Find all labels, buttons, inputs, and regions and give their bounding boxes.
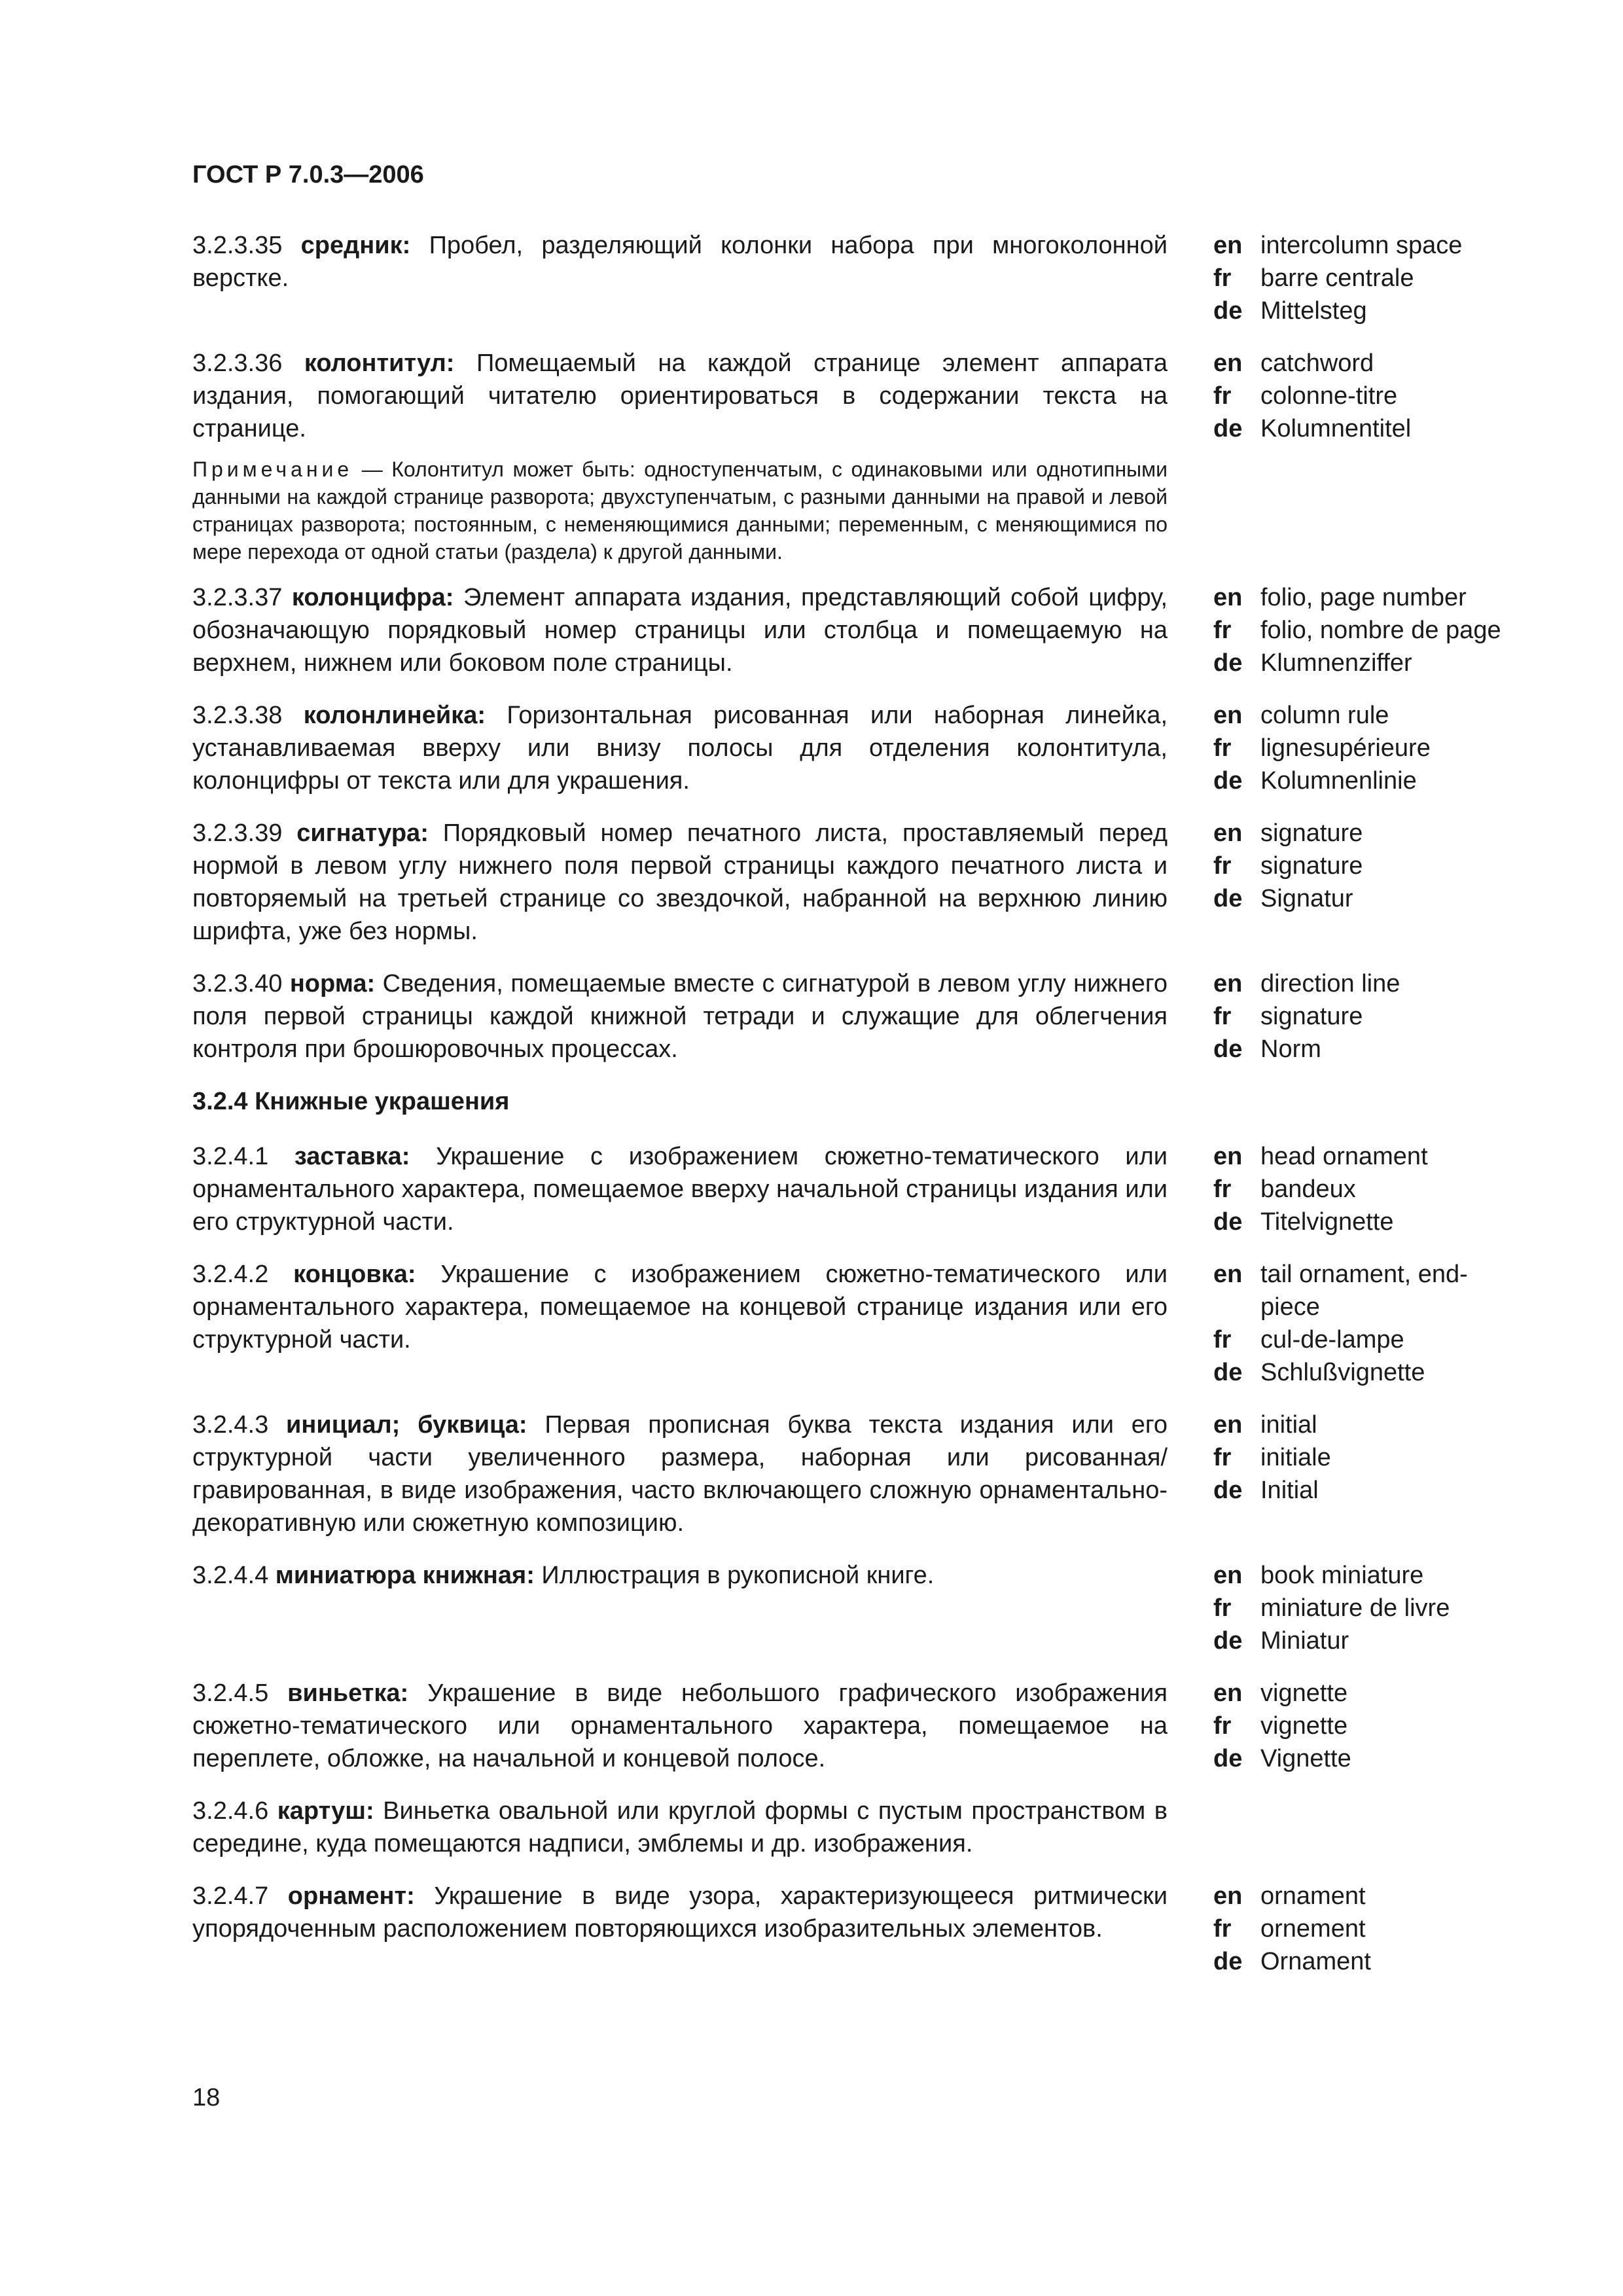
term-text: Элемент аппарата издания, представляющий собой цифру, обозначающую порядковый номер страницы или столбца и помещаемую на верхнем, нижнем или боковом поле страницы. [192,584,1168,677]
term-entry [192,1408,1514,1539]
term-text: Украшение с изображением сюжетно-тематического или орнаментального характера, помещаемое на концевой странице издания или его структурной части. [192,1261,1168,1354]
term-title: колонцифра: [291,584,454,611]
translation-term: vignette [1260,1679,1348,1707]
language-code: en [1213,232,1243,259]
translation-term: folio, nombre de page [1260,617,1501,644]
translation-term: Schlußvignette [1260,1359,1425,1386]
translation-line [1213,1206,1514,1238]
language-code: en [1213,1143,1243,1170]
translation-term: Kolumnentitel [1260,415,1412,442]
term-entry [192,229,1514,327]
translation-line [1213,1323,1514,1356]
term-definition [192,229,1168,295]
language-code: en [1213,1261,1243,1288]
language-code: en [1213,1411,1243,1439]
language-code: de [1213,649,1243,677]
translation-term: vignette [1260,1712,1348,1740]
language-code: en [1213,350,1243,377]
translation-line [1213,1408,1514,1441]
term-text: Украшение в виде узора, характеризующееся ритмически упорядоченным расположением повторяющихся изобразительных элементов. [192,1882,1168,1943]
term-entry [192,817,1514,948]
term-text: Украшение в виде небольшого графического изображения сюжетно-тематического или орнаментального характера, помещаемое на переплете, обложке, на начальной и концевой полосе. [192,1679,1168,1772]
language-code: en [1213,970,1243,997]
translation-line [1213,1441,1514,1474]
translation-line [1213,1559,1514,1592]
term-title: концовка: [293,1261,416,1288]
translation-term: Signatur [1260,885,1353,912]
translation-term: Titelvignette [1260,1208,1394,1236]
term-number: 3.2.4.6 [192,1797,269,1825]
term-title: миниатюра книжная: [275,1562,535,1589]
translation-line [1213,412,1514,445]
language-code: en [1213,819,1243,847]
translation-term: column rule [1260,702,1389,729]
translation-term: head ornament [1260,1143,1428,1170]
translations [1213,699,1514,797]
term-definition [192,1880,1168,1945]
section-title: Книжные украшения [255,1088,510,1115]
page-header: ГОСТ Р 7.0.3—2006 [192,161,424,188]
term-number: 3.2.3.39 [192,819,283,847]
term-number: 3.2.4.2 [192,1261,269,1288]
term-number: 3.2.4.3 [192,1411,269,1439]
term-entry [192,581,1514,679]
translation-line [1213,1592,1514,1624]
translation-line [1213,1033,1514,1066]
language-code: en [1213,1679,1243,1707]
translation-term: Vignette [1260,1745,1351,1772]
translation-term: colonne-titre [1260,382,1398,410]
language-code: fr [1213,1175,1232,1203]
term-title: сигнатура: [296,819,429,847]
note-label: Примечание [192,457,353,481]
language-code: fr [1213,852,1232,880]
translations [1213,229,1514,327]
translation-line [1213,882,1514,915]
language-code: de [1213,415,1243,442]
translation-line [1213,1140,1514,1173]
translations [1213,967,1514,1066]
term-title: норма: [289,970,376,997]
translation-line [1213,262,1514,295]
term-text: Сведения, помещаемые вместе с сигнатурой в левом углу нижнего поля первой страницы каждой книжной тетради и служащие для облегчения контроля при брошюровочных процессах. [192,970,1168,1063]
language-code: fr [1213,1326,1232,1354]
term-entry [192,699,1514,797]
translation-line [1213,1173,1514,1206]
term-title: картуш: [277,1797,374,1825]
language-code: fr [1213,1003,1232,1030]
term-definition [192,967,1168,1066]
translations [1213,347,1514,445]
term-definition [192,1677,1168,1775]
translation-term: initiale [1260,1444,1331,1471]
translation-line [1213,764,1514,797]
term-text: Виньетка овальной или круглой формы с пустым пространством в середине, куда помещаются надписи, эмблемы и др. изображения. [192,1797,1168,1857]
translation-term: book miniature [1260,1562,1424,1589]
language-code: de [1213,1035,1243,1063]
page-number: 18 [192,2084,221,2111]
translation-term: ornement [1260,1915,1366,1943]
term-entry [192,1140,1514,1238]
translation-term: Miniatur [1260,1627,1349,1655]
term-entry [192,1795,1514,1860]
term-entry [192,347,1514,445]
term-number: 3.2.3.36 [192,350,283,377]
language-code: en [1213,702,1243,729]
term-definition [192,1795,1168,1860]
language-code: fr [1213,382,1232,410]
language-code: de [1213,1745,1243,1772]
language-code: en [1213,1562,1243,1589]
translation-line [1213,347,1514,380]
translation-line [1213,967,1514,1000]
translation-line [1213,1880,1514,1912]
translation-term: Klumnenziffer [1260,649,1412,677]
term-text: Порядковый номер печатного листа, проставляемый перед нормой в левом углу нижнего поля первой страницы каждого печатного листа и повторяемый на третьей странице со звездочкой, набранной на верхнюю линию шрифта, уже без нормы. [192,819,1168,945]
note-text: — Колонтитул может быть: одноступенчатым, с одинаковыми или однотипными данными на каждой странице разворота; двухступенчатым, с разными данными на правой и левой страницах разворота; постоянным, с неменяющимися данными; переменным, с меняющимися по мере перехода от одной статьи (раздела) к другой данными. [192,457,1168,564]
translation-line [1213,1945,1514,1978]
translations [1213,1140,1514,1238]
translation-line [1213,817,1514,850]
translation-line [1213,647,1514,679]
term-entry [192,1677,1514,1775]
term-number: 3.2.3.35 [192,232,283,259]
term-definition [192,347,1168,445]
term-definition [192,1140,1168,1238]
term-definition [192,817,1168,948]
translation-term: Norm [1260,1035,1321,1063]
term-text: Пробел, разделяющий колонки набора при многоколонной верстке. [192,232,1168,292]
translation-line [1213,380,1514,412]
language-code: fr [1213,1594,1232,1622]
translation-term: signature [1260,852,1363,880]
term-definition [192,1408,1168,1539]
language-code: fr [1213,1444,1232,1471]
language-code: fr [1213,1915,1232,1943]
translations [1213,1258,1514,1389]
language-code: en [1213,584,1243,611]
translation-line [1213,581,1514,614]
translations [1213,1677,1514,1775]
term-text: Первая прописная буква текста издания или его структурной части увеличенного размера, наборная или рисованная/гравированная, в виде изображения, часто включающего сложную орнаментально-декоративную или сюжетную композицию. [192,1411,1168,1537]
term-entry [192,1559,1514,1657]
translation-term: miniature de livre [1260,1594,1450,1622]
translation-line [1213,1677,1514,1710]
translation-line [1213,1912,1514,1945]
translation-line [1213,1710,1514,1742]
term-entry [192,967,1514,1066]
translation-term: ornament [1260,1882,1366,1910]
translation-term: Mittelsteg [1260,297,1367,325]
translation-term: Kolumnenlinie [1260,767,1417,795]
translations [1213,1559,1514,1657]
term-number: 3.2.4.5 [192,1679,269,1707]
translation-term: barre centrale [1260,264,1414,292]
language-code: de [1213,297,1243,325]
language-code: de [1213,767,1243,795]
term-title: инициал; буквица: [286,1411,527,1439]
translation-term: tail ornament, end-piece [1260,1261,1468,1321]
term-entry [192,1258,1514,1389]
section-number: 3.2.4 [192,1088,248,1115]
term-title: колонтитул: [304,350,455,377]
term-number: 3.2.4.7 [192,1882,269,1910]
translation-term: Initial [1260,1477,1319,1504]
translation-line [1213,1000,1514,1033]
translation-line [1213,1258,1514,1323]
term-entry [192,1880,1514,1978]
translations [1213,817,1514,915]
term-text: Иллюстрация в рукописной книге. [541,1562,935,1589]
language-code: de [1213,1948,1243,1975]
translation-line [1213,732,1514,764]
translation-term: folio, page number [1260,584,1467,611]
translation-line [1213,1742,1514,1775]
language-code: de [1213,1477,1243,1504]
language-code: de [1213,1359,1243,1386]
language-code: fr [1213,617,1232,644]
translation-line [1213,614,1514,647]
term-definition [192,1258,1168,1356]
term-number: 3.2.3.40 [192,970,283,997]
language-code: en [1213,1882,1243,1910]
translation-term: Ornament [1260,1948,1371,1975]
term-definition [192,1559,1168,1592]
language-code: de [1213,1627,1243,1655]
language-code: fr [1213,1712,1232,1740]
term-number: 3.2.3.37 [192,584,283,611]
term-number: 3.2.4.4 [192,1562,269,1589]
translation-line [1213,699,1514,732]
translation-term: signature [1260,819,1363,847]
section-heading [192,1085,1514,1118]
translations [1213,581,1514,679]
language-code: fr [1213,734,1232,762]
term-definition [192,699,1168,797]
translation-line [1213,1356,1514,1389]
translation-term: bandeux [1260,1175,1356,1203]
term-number: 3.2.4.1 [192,1143,269,1170]
document-body [192,229,1514,1998]
term-text: Украшение с изображением сюжетно-тематического или орнаментального характера, помещаемое вверху начальной страницы издания или его структурной части. [192,1143,1168,1236]
translations [1213,1408,1514,1507]
translation-term: lignesupérieure [1260,734,1431,762]
term-title: заставка: [294,1143,410,1170]
language-code: fr [1213,264,1232,292]
language-code: de [1213,1208,1243,1236]
language-code: de [1213,885,1243,912]
translations [1213,1880,1514,1978]
term-title: орнамент: [287,1882,415,1910]
translation-term: signature [1260,1003,1363,1030]
term-title: колонлинейка: [303,702,486,729]
term-title: виньетка: [287,1679,409,1707]
term-title: средник: [300,232,411,259]
translation-line [1213,295,1514,327]
term-text: Помещаемый на каждой странице элемент аппарата издания, помогающий читателю ориентироваться в содержании текста на странице. [192,350,1168,442]
term-text: Горизонтальная рисованная или наборная линейка, устанавливаемая вверху или внизу полосы для отделения колонтитула, колонцифры от текста или для украшения. [192,702,1168,795]
translation-term: intercolumn space [1260,232,1463,259]
translation-term: initial [1260,1411,1317,1439]
translation-term: direction line [1260,970,1400,997]
note-block [192,456,1168,565]
translation-term: cul-de-lampe [1260,1326,1404,1354]
term-number: 3.2.3.38 [192,702,283,729]
term-definition [192,581,1168,679]
translation-line [1213,229,1514,262]
translation-line [1213,1474,1514,1507]
translation-line [1213,850,1514,882]
translation-line [1213,1624,1514,1657]
translation-term: catchword [1260,350,1374,377]
